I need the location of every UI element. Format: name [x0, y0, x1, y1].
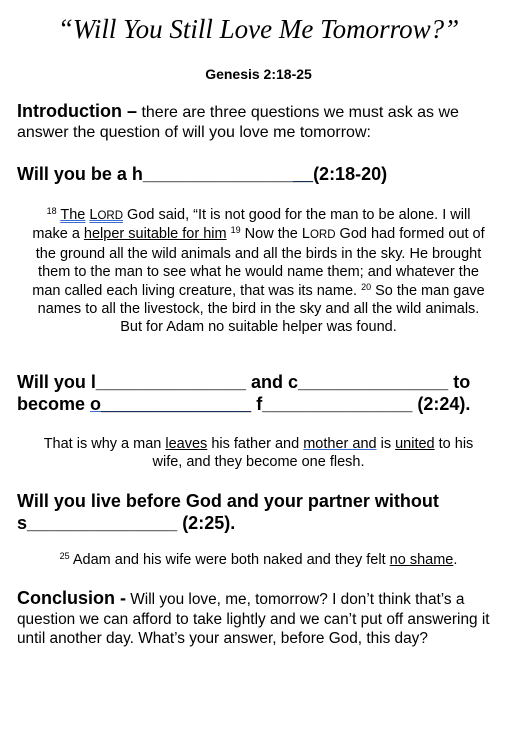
question-1-blank: _______________: [142, 164, 294, 184]
verse-number-20: 20: [361, 281, 372, 292]
conclusion-paragraph: [17, 589, 507, 649]
question-2-text-o: o: [90, 394, 102, 414]
scripture-passage-1: [30, 206, 487, 337]
verse-number-19: 19: [230, 225, 241, 236]
question-2-blank-2: _______________: [298, 372, 449, 392]
conclusion-text: Will you love, me, tomorrow? I don’t think that’s a question we can afford to take lightly and we can’t put off answering it until another day. What’s your answer, before God, this day?: [17, 591, 490, 648]
scripture-reference: Genesis 2:18-25: [205, 66, 312, 82]
question-2-text-a: Will you l: [17, 372, 96, 392]
verse-24-text-a: That is why a man: [43, 436, 166, 452]
word-the: The: [60, 207, 86, 223]
question-1-blank-tail: __: [293, 164, 314, 184]
lord-initial: L: [89, 207, 98, 223]
question-2-text-d: to become: [17, 372, 471, 414]
question-2-text-c: and c: [246, 372, 299, 392]
introduction-text: there are three questions we must ask as we answer the question of will you love me tomorrow:: [17, 104, 459, 141]
verse-24-text-c: is: [376, 436, 396, 452]
conclusion-label: Conclusion -: [17, 588, 126, 608]
question-3-text: Will you live before God and your partner without s: [17, 491, 439, 533]
question-1-ref: (2:18-20): [313, 164, 388, 184]
verse-24-text-b: his father and: [207, 436, 304, 452]
lord-rest: ORD: [97, 210, 124, 222]
lord-smallcaps: [89, 207, 123, 223]
question-3-blank: _______________: [27, 513, 178, 533]
question-2-ref: (2:24).: [412, 394, 471, 414]
page-title: “Will You Still Love Me Tomorrow?”: [57, 14, 460, 44]
verse-20-text: So the man gave names to all the livestock, the bird in the sky and all the wild animals.: [37, 282, 485, 318]
verse-19-text-b: God had formed out of the ground all the wild animals and all the birds in the sky. He brought them to the man to see what he would name them; and whatever the man called each living creature, that was its name.: [32, 226, 485, 299]
lord-rest-2: ORD: [309, 229, 336, 242]
question-3-ref: (2:25).: [177, 513, 236, 533]
scripture-passage-2: [30, 435, 487, 472]
question-2: [17, 371, 507, 415]
verse-25-text: Adam and his wife were both naked and they felt: [69, 552, 390, 568]
question-2-blank-4: _______________: [262, 394, 413, 414]
verse-number-18: 18: [46, 206, 57, 216]
introduction-label: Introduction –: [17, 101, 137, 121]
word-leaves: leaves: [165, 436, 208, 452]
verse-25-end: .: [453, 552, 458, 568]
question-1: [17, 163, 507, 185]
question-1-text: Will you be a h: [17, 164, 143, 184]
verse-20-text-end: But for Adam no suitable helper was found.: [120, 319, 397, 336]
question-2-blank-3: _______________: [101, 394, 252, 414]
verse-19-text-a: Now the: [240, 226, 302, 243]
question-2-text-f: f: [251, 394, 263, 414]
word-united: united: [395, 436, 435, 452]
verse-24-text-d: to his wife, and they become one flesh.: [152, 436, 474, 471]
scripture-passage-3: [30, 551, 487, 569]
verse-18-text: God said, “It is not good for the man to be alone. I will make a: [32, 207, 471, 243]
introduction-paragraph: [17, 101, 507, 143]
helper-phrase: helper suitable for him: [83, 226, 227, 243]
word-mother-and: mother and: [303, 436, 377, 452]
question-3: [17, 490, 507, 534]
verse-number-25: 25: [59, 551, 70, 561]
question-2-blank-1: _______________: [95, 372, 247, 392]
phrase-no-shame: no shame: [389, 552, 454, 568]
lord-initial-2: L: [301, 226, 310, 243]
